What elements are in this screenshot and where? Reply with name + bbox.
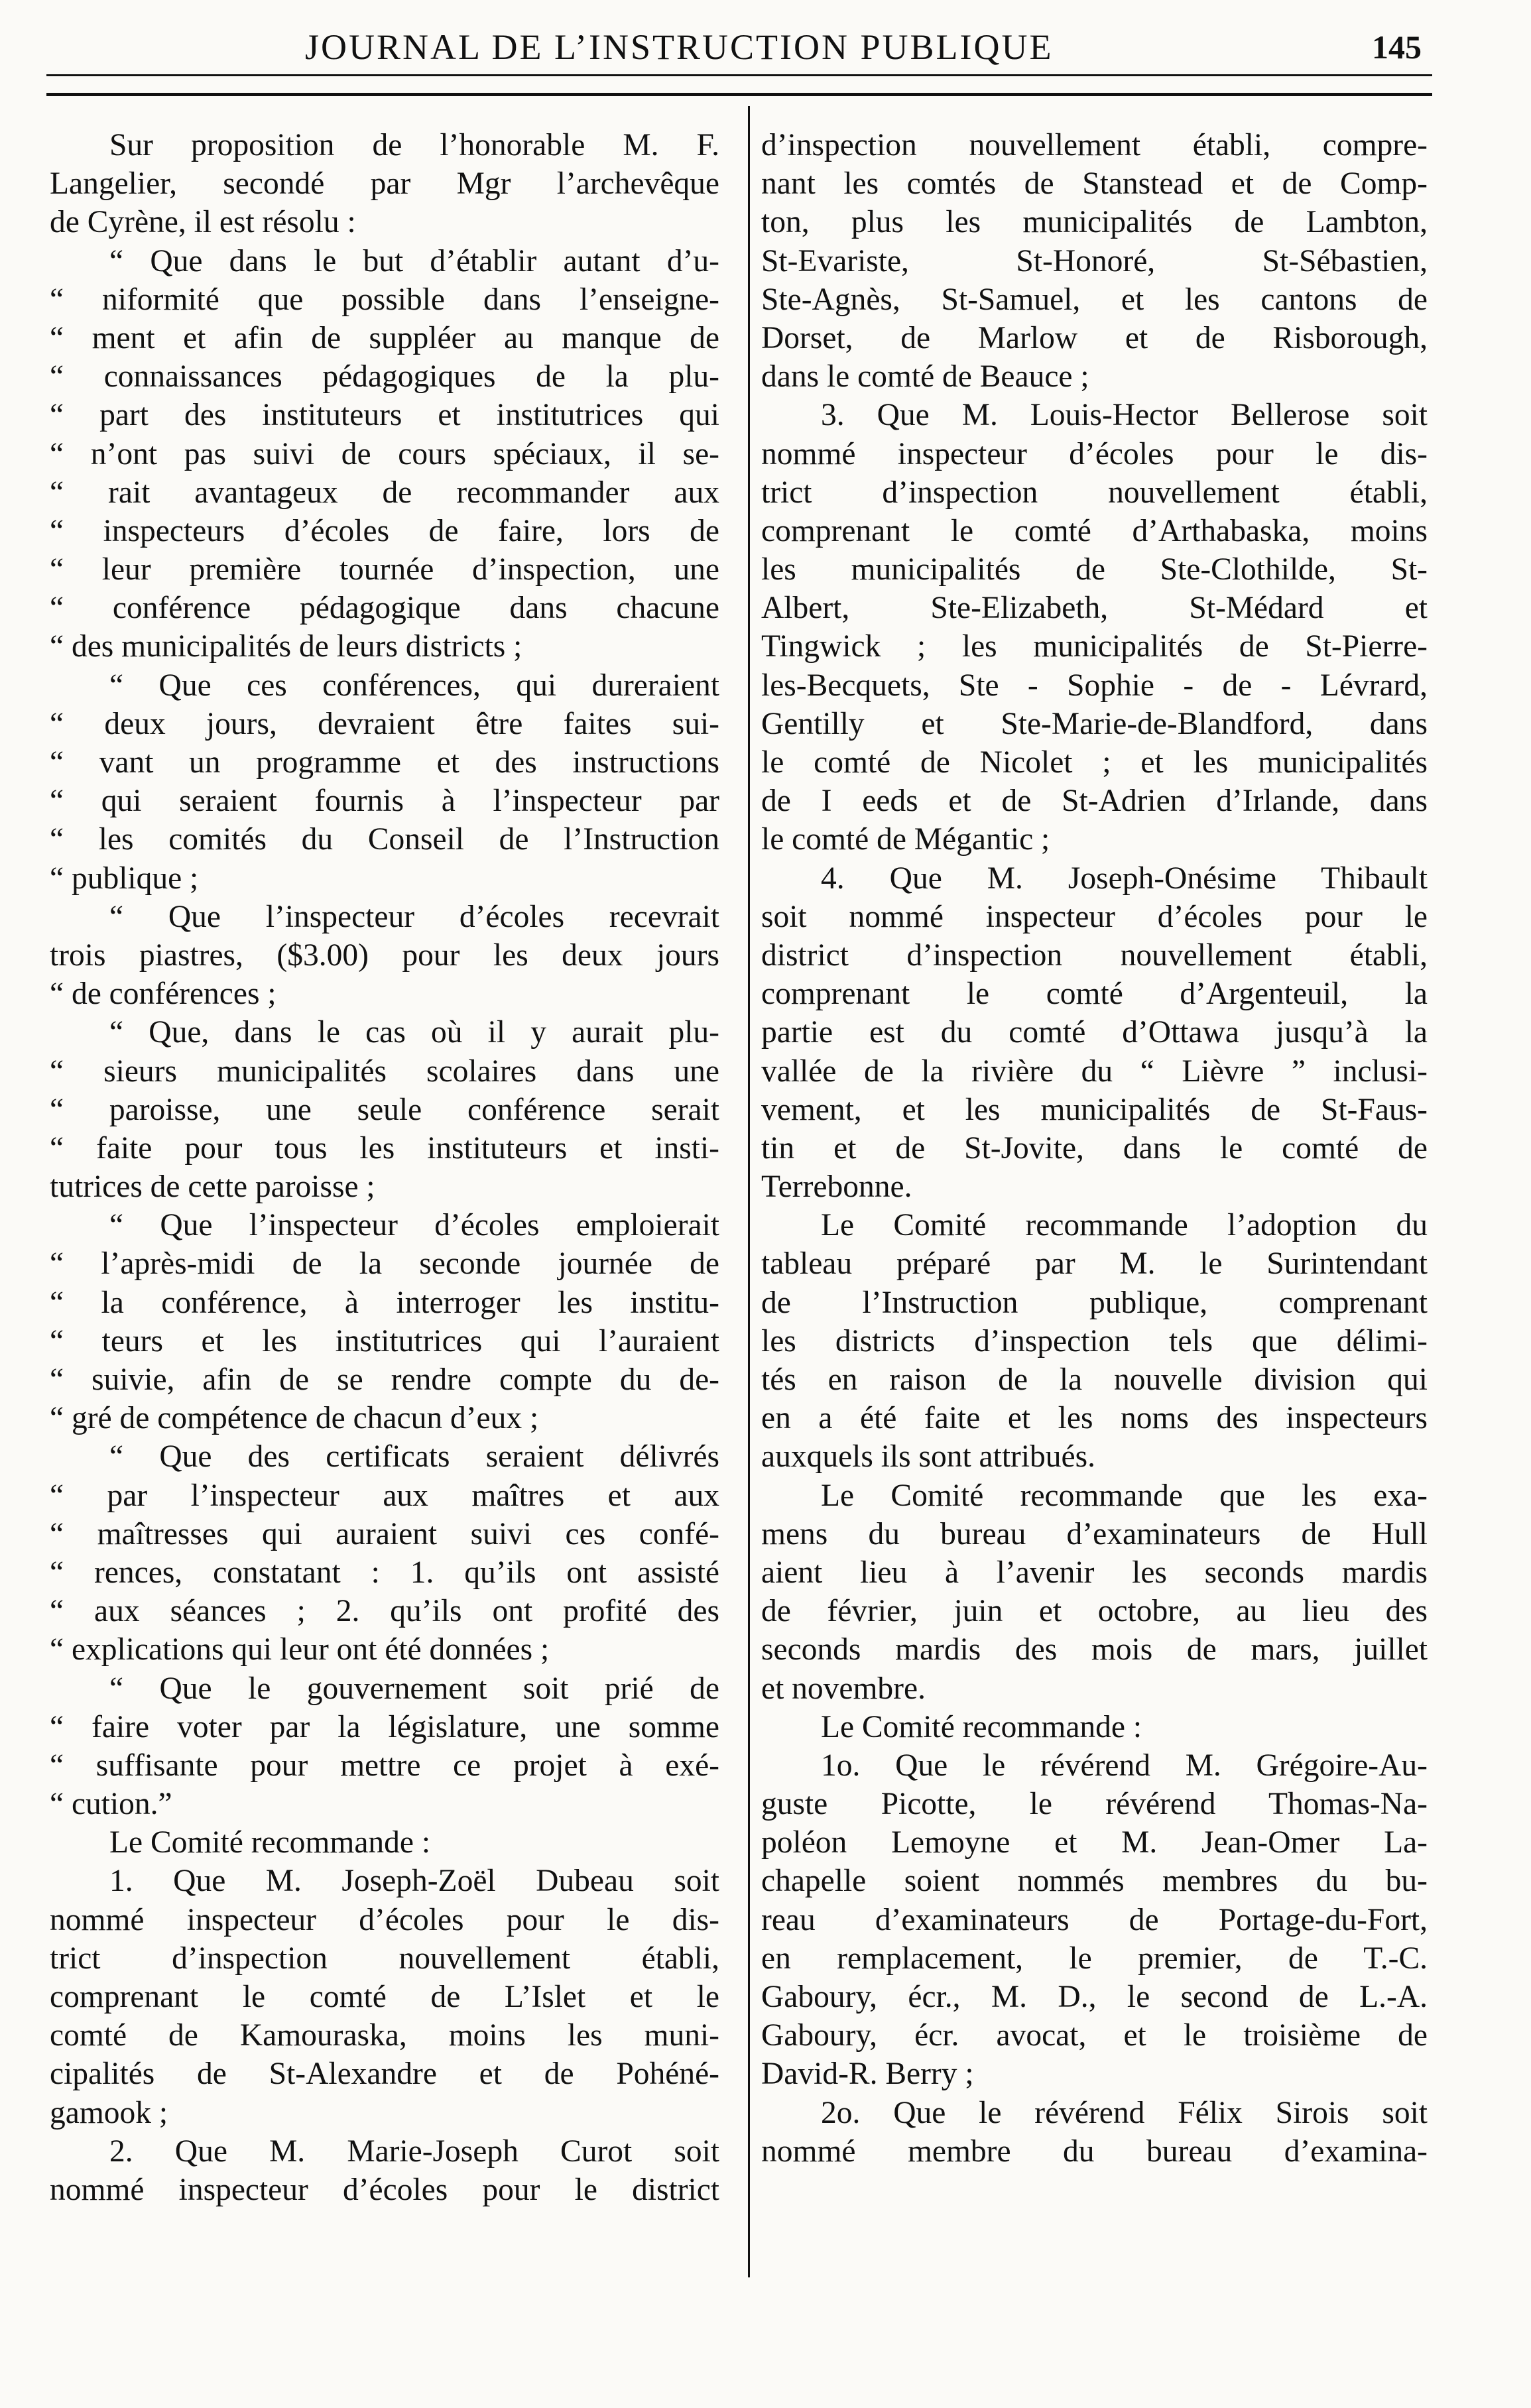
text-line: district d’inspection nouvellement établi, xyxy=(761,937,1428,973)
text-line: vallée de la rivière du “ Lièvre ” inclusi- xyxy=(761,1054,1428,1089)
running-head xyxy=(0,27,1531,86)
running-title: JOURNAL DE L’INSTRUCTION PUBLIQUE xyxy=(305,27,1054,67)
text-line: trict d’inspection nouvellement établi, xyxy=(50,1941,719,1976)
text-line: dans le comté de Beauce ; xyxy=(761,359,1089,394)
text-line: “ les comités du Conseil de l’Instruction xyxy=(50,822,719,857)
text-line: Langelier, secondé par Mgr l’archevêque xyxy=(50,166,719,202)
text-line: Sur proposition de l’honorable M. F. xyxy=(109,128,719,162)
text-line: nommé membre du bureau d’examina- xyxy=(761,2134,1428,2169)
text-line: 3. Que M. Louis-Hector Bellerose soit xyxy=(821,398,1428,433)
text-line: “ ment et afin de suppléer au manque de xyxy=(50,320,719,355)
text-line: “ conférence pédagogique dans chacune xyxy=(50,591,719,626)
header-rule-thick xyxy=(46,93,1432,96)
text-line: Le Comité recommande : xyxy=(109,1825,431,1860)
text-line: “ la conférence, à interroger les institu- xyxy=(50,1285,719,1320)
text-line: comprenant le comté d’Arthabaska, moins xyxy=(761,513,1428,548)
text-line: “ leur première tournée d’inspection, une xyxy=(50,552,719,587)
text-line: 1. Que M. Joseph-Zoël Dubeau soit xyxy=(109,1864,719,1899)
text-line: Gaboury, écr., M. D., le second de L.-A. xyxy=(761,1980,1428,2014)
text-line: “ l’après-midi de la seconde journée de xyxy=(50,1246,719,1282)
text-line: “ faire voter par la législature, une somme xyxy=(50,1709,719,1744)
text-line: Le Comité recommande : xyxy=(821,1709,1142,1744)
text-line: de février, juin et octobre, au lieu des xyxy=(761,1594,1428,1629)
text-line: 2o. Que le révérend Félix Sirois soit xyxy=(821,2095,1428,2130)
text-line: guste Picotte, le révérend Thomas-Na- xyxy=(761,1787,1428,1822)
text-line: seconds mardis des mois de mars, juillet xyxy=(761,1632,1428,1667)
text-line: comprenant le comté de L’Islet et le xyxy=(50,1980,719,2014)
text-line: trict d’inspection nouvellement établi, xyxy=(761,475,1428,510)
text-line: le comté de Nicolet ; et les municipalités xyxy=(761,745,1428,780)
text-line: partie est du comté d’Ottawa jusqu’à la xyxy=(761,1015,1428,1050)
text-line: “ rences, constatant : 1. qu’ils ont assisté xyxy=(50,1555,719,1590)
text-line: “ teurs et les institutrices qui l’auraient xyxy=(50,1323,719,1358)
header-rule-thin xyxy=(46,74,1432,76)
text-line: comprenant le comté d’Argenteuil, la xyxy=(761,977,1428,1012)
text-line: “ Que, dans le cas où il y aurait plu- xyxy=(109,1015,719,1050)
text-line: mens du bureau d’examinateurs de Hull xyxy=(761,1516,1428,1551)
text-line: “ n’ont pas suivi de cours spéciaux, il se- xyxy=(50,436,719,471)
text-line: David-R. Berry ; xyxy=(761,2057,974,2092)
text-line: “ publique ; xyxy=(50,861,199,896)
text-line: en remplacement, le premier, de T.-C. xyxy=(761,1941,1428,1976)
text-line: tin et de St-Jovite, dans le comté de xyxy=(761,1130,1428,1166)
text-line: poléon Lemoyne et M. Jean-Omer La- xyxy=(761,1825,1428,1860)
text-line: chapelle soient nommés membres du bu- xyxy=(761,1864,1428,1899)
text-line: “ Que ces conférences, qui dureraient xyxy=(109,668,719,703)
text-line: 4. Que M. Joseph-Onésime Thibault xyxy=(821,861,1428,896)
column-divider xyxy=(748,106,750,2277)
text-line: tableau préparé par M. le Surintendant xyxy=(761,1246,1428,1282)
text-line: “ aux séances ; 2. qu’ils ont profité des xyxy=(50,1594,719,1629)
text-line: tutrices de cette paroisse ; xyxy=(50,1170,375,1205)
text-line: Dorset, de Marlow et de Risborough, xyxy=(761,320,1428,355)
text-line: Gentilly et Ste-Marie-de-Blandford, dans xyxy=(761,706,1428,741)
text-line: Ste-Agnès, St-Samuel, et les cantons de xyxy=(761,282,1428,317)
text-line: auxquels ils sont attribués. xyxy=(761,1439,1095,1475)
text-line: reau d’examinateurs de Portage-du-Fort, xyxy=(761,1902,1428,1937)
text-line: “ Que des certificats seraient délivrés xyxy=(109,1439,719,1475)
text-line: aient lieu à l’avenir les seconds mardis xyxy=(761,1555,1428,1590)
text-line: “ gré de compétence de chacun d’eux ; xyxy=(50,1401,539,1436)
text-line: “ Que l’inspecteur d’écoles emploierait xyxy=(109,1208,719,1243)
text-line: Gaboury, écr. avocat, et le troisième de xyxy=(761,2018,1428,2053)
text-line: cipalités de St-Alexandre et de Pohéné- xyxy=(50,2057,719,2092)
text-line: “ maîtresses qui auraient suivi ces confé- xyxy=(50,1516,719,1551)
text-line: “ Que l’inspecteur d’écoles recevrait xyxy=(109,899,719,934)
text-line: le comté de Mégantic ; xyxy=(761,822,1050,857)
text-line: de l’Instruction publique, comprenant xyxy=(761,1285,1428,1320)
text-line: “ de conférences ; xyxy=(50,977,276,1012)
text-line: “ par l’inspecteur aux maîtres et aux xyxy=(50,1478,719,1513)
text-line: “ Que dans le but d’établir autant d’u- xyxy=(109,243,719,278)
text-line: “ deux jours, devraient être faites sui- xyxy=(50,706,719,741)
left-column xyxy=(50,126,719,2209)
text-line: Albert, Ste-Elizabeth, St-Médard et xyxy=(761,591,1428,626)
text-line: nommé inspecteur d’écoles pour le dis- xyxy=(50,1902,719,1937)
right-column xyxy=(761,126,1428,2171)
text-line: d’inspection nouvellement établi, compre- xyxy=(761,128,1428,162)
text-line: Le Comité recommande que les exa- xyxy=(821,1478,1428,1513)
text-line: “ paroisse, une seule conférence serait xyxy=(50,1092,719,1127)
text-line: St-Evariste, St-Honoré, St-Sébastien, xyxy=(761,243,1428,278)
text-line: Terrebonne. xyxy=(761,1170,912,1205)
text-line: comté de Kamouraska, moins les muni- xyxy=(50,2018,719,2053)
text-line: 2. Que M. Marie-Joseph Curot soit xyxy=(109,2134,719,2169)
text-line: de I eeds et de St-Adrien d’Irlande, dans xyxy=(761,784,1428,819)
text-line: et novembre. xyxy=(761,1671,926,1706)
text-line: vement, et les municipalités de St-Faus- xyxy=(761,1092,1428,1127)
text-line: “ connaissances pédagogiques de la plu- xyxy=(50,359,719,394)
text-line: les municipalités de Ste-Clothilde, St- xyxy=(761,552,1428,587)
text-line: “ des municipalités de leurs districts ; xyxy=(50,629,522,664)
text-line: trois piastres, ($3.00) pour les deux jours xyxy=(50,937,719,973)
text-line: “ suivie, afin de se rendre compte du de- xyxy=(50,1362,719,1397)
text-line: nommé inspecteur d’écoles pour le district xyxy=(50,2172,719,2207)
text-line: “ Que le gouvernement soit prié de xyxy=(109,1671,719,1706)
text-line: de Cyrène, il est résolu : xyxy=(50,205,356,240)
text-line: nommé inspecteur d’écoles pour le dis- xyxy=(761,436,1428,471)
text-line: en a été faite et les noms des inspecteurs xyxy=(761,1401,1428,1436)
text-line: “ qui seraient fournis à l’inspecteur par xyxy=(50,784,719,819)
text-line: “ niformité que possible dans l’enseigne- xyxy=(50,282,719,317)
text-line: 1o. Que le révérend M. Grégoire-Au- xyxy=(821,1748,1428,1783)
text-line: les-Becquets, Ste - Sophie - de - Lévrard, xyxy=(761,668,1428,703)
text-line: “ vant un programme et des instructions xyxy=(50,745,719,780)
text-line: “ inspecteurs d’écoles de faire, lors de xyxy=(50,513,719,548)
text-line: ton, plus les municipalités de Lambton, xyxy=(761,205,1428,240)
text-line: “ rait avantageux de recommander aux xyxy=(50,475,719,510)
text-line: “ cution.” xyxy=(50,1787,172,1822)
text-line: soit nommé inspecteur d’écoles pour le xyxy=(761,899,1428,934)
text-line: gamook ; xyxy=(50,2095,168,2130)
text-line: “ explications qui leur ont été données ; xyxy=(50,1632,550,1667)
text-line: “ faite pour tous les instituteurs et insti- xyxy=(50,1130,719,1166)
page-number: 145 xyxy=(1372,29,1422,66)
text-line: nant les comtés de Stanstead et de Comp- xyxy=(761,166,1428,202)
text-line: tés en raison de la nouvelle division qui xyxy=(761,1362,1428,1397)
text-line: les districts d’inspection tels que délimi- xyxy=(761,1323,1428,1358)
text-line: Le Comité recommande l’adoption du xyxy=(821,1208,1428,1243)
text-line: “ suffisante pour mettre ce projet à exé- xyxy=(50,1748,719,1783)
text-line: Tingwick ; les municipalités de St-Pierre- xyxy=(761,629,1428,664)
text-line: “ part des instituteurs et institutrices qui xyxy=(50,398,719,433)
text-line: “ sieurs municipalités scolaires dans une xyxy=(50,1054,719,1089)
